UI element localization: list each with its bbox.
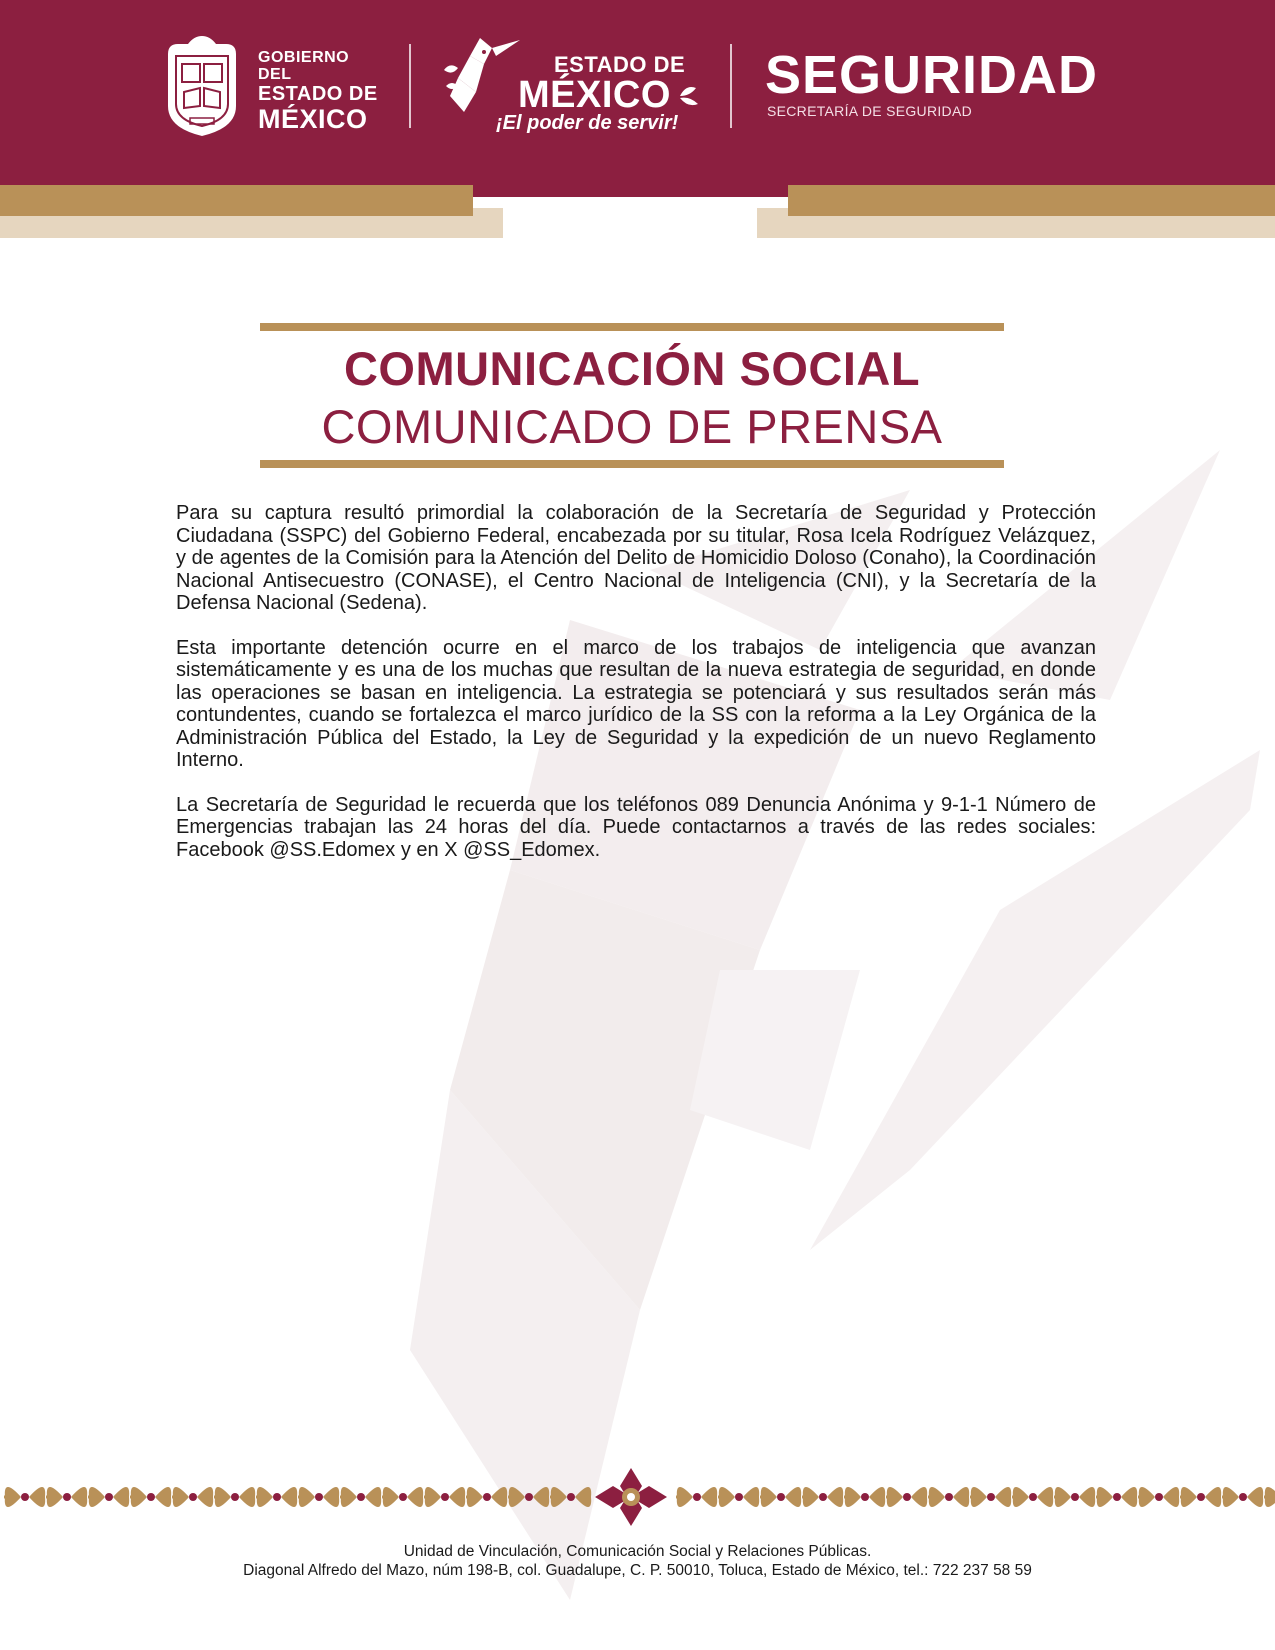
footer-line1: Unidad de Vinculación, Comunicación Social y Relaciones Públicas. bbox=[403, 1543, 872, 1560]
gobierno-logo-text bbox=[258, 50, 385, 133]
seguridad-logo bbox=[765, 45, 1105, 128]
ornament-dot bbox=[147, 1493, 155, 1501]
ornament-leaf bbox=[239, 1487, 255, 1507]
section-subtitle: COMUNICADO DE PRENSA bbox=[321, 400, 943, 453]
ornament-leaf bbox=[131, 1487, 147, 1507]
ornament-leaf bbox=[341, 1487, 357, 1507]
ornament-link bbox=[1264, 1496, 1267, 1499]
seguridad-subtitle: SECRETARÍA DE SEGURIDAD bbox=[767, 103, 973, 119]
ornament-leaf bbox=[1037, 1487, 1053, 1507]
ornament-leaf bbox=[845, 1487, 861, 1507]
paragraph: Esta importante detención ocurre en el marco de los trabajos de inteligencia que avanzan sistemáticamente y es una de los muchas que resultan de la nueva estrategia de seguridad, en donde las operaciones se basan en inteligencia. La estrategia se potenciará y sus resultados serán más contundentes, cuando se fortalezca el marco jurídico de la SS con la reforma a la Ley Orgánica de la Administración Pública del Estado, la Ley de Seguridad y la expedición de un nuevo Reglamento Interno. bbox=[176, 636, 1096, 771]
ornament-leaf bbox=[1205, 1487, 1221, 1507]
footer bbox=[0, 1542, 1275, 1580]
logo-divider-1 bbox=[409, 44, 411, 128]
ornament-leaf bbox=[47, 1487, 63, 1507]
ornament-dot bbox=[1239, 1493, 1247, 1501]
ornament-link bbox=[802, 1496, 805, 1499]
ornament-leaf bbox=[785, 1487, 801, 1507]
state-coat-of-arms-icon bbox=[160, 36, 244, 136]
ornament-dot bbox=[189, 1493, 197, 1501]
gobierno-line2: ESTADO DE bbox=[258, 82, 378, 105]
ornament-leaf bbox=[1079, 1487, 1095, 1507]
ornament-leaf bbox=[533, 1487, 549, 1507]
ornament-leaf bbox=[425, 1487, 441, 1507]
ornament-dot bbox=[693, 1493, 701, 1501]
ornament-dot bbox=[735, 1493, 743, 1501]
ornament-leaf bbox=[1163, 1487, 1179, 1507]
paragraph: Para su captura resultó primordial la colaboración de la Secretaría de Seguridad y Protección Ciudadana (SSPC) del Gobierno Federal, encabezada por su titular, Rosa Icela Rodríguez Velázquez, y de agentes de la Comisión para la Atención del Delito de Homicidio Doloso (Conaho), la Coordinación Nacional Antisecuestro (CONASE), el Centro Nacional de Inteligencia (CNI), y la Secretaría de la Defensa Nacional (Sedena). bbox=[176, 502, 1096, 614]
ornament-dot bbox=[1029, 1493, 1037, 1501]
ornament-leaf bbox=[911, 1487, 927, 1507]
ornament-dot bbox=[231, 1493, 239, 1501]
ornament-link bbox=[550, 1496, 553, 1499]
ornament-leaf bbox=[155, 1487, 171, 1507]
ornament-leaf bbox=[215, 1487, 231, 1507]
ornament-leaf bbox=[407, 1487, 423, 1507]
ornament-link bbox=[1096, 1496, 1099, 1499]
ornament-leaf bbox=[323, 1487, 339, 1507]
ornament-link bbox=[1138, 1496, 1141, 1499]
ornament-dot bbox=[273, 1493, 281, 1501]
ornament-leaf bbox=[701, 1487, 717, 1507]
header-gold-bar-left-top bbox=[0, 185, 473, 216]
ornament-leaf bbox=[887, 1487, 903, 1507]
press-release-body bbox=[176, 502, 1096, 883]
ornament-leaf bbox=[257, 1487, 273, 1507]
title-rule-bottom bbox=[260, 460, 1004, 468]
ornament-leaf bbox=[1181, 1487, 1197, 1507]
ornament-dot bbox=[357, 1493, 365, 1501]
ornament-leaf bbox=[383, 1487, 399, 1507]
ornament-link bbox=[298, 1496, 301, 1499]
ornament-dot bbox=[861, 1493, 869, 1501]
ornament-leaf bbox=[491, 1487, 507, 1507]
ornament-link bbox=[1054, 1496, 1057, 1499]
ornament-link bbox=[1222, 1496, 1225, 1499]
ornament-dot bbox=[21, 1493, 29, 1501]
ornament-link bbox=[88, 1496, 91, 1499]
ornament-dot bbox=[441, 1493, 449, 1501]
ornament-leaf bbox=[827, 1487, 843, 1507]
ornament-leaf bbox=[929, 1487, 945, 1507]
ornament-leaf bbox=[509, 1487, 525, 1507]
ornament-link bbox=[340, 1496, 343, 1499]
ornament-link bbox=[130, 1496, 133, 1499]
ornament-dot bbox=[903, 1493, 911, 1501]
ornament-leaf bbox=[365, 1487, 381, 1507]
ornament-link bbox=[676, 1496, 679, 1499]
ornament-link bbox=[718, 1496, 721, 1499]
ornament-leaf bbox=[995, 1487, 1011, 1507]
ornament-link bbox=[1012, 1496, 1015, 1499]
ornament-link bbox=[1180, 1496, 1183, 1499]
ornament-link bbox=[214, 1496, 217, 1499]
decorative-border bbox=[0, 1462, 1275, 1532]
ornament-link bbox=[4, 1496, 7, 1499]
seguridad-title: SEGURIDAD bbox=[765, 45, 1099, 105]
ornament-dot bbox=[63, 1493, 71, 1501]
ornament-link bbox=[760, 1496, 763, 1499]
ornament-leaf bbox=[1055, 1487, 1071, 1507]
section-title: COMUNICACIÓN SOCIAL bbox=[343, 342, 921, 395]
edomex-line1: ESTADO DE bbox=[554, 52, 686, 77]
ornament-leaf bbox=[1013, 1487, 1029, 1507]
ornament-link bbox=[46, 1496, 49, 1499]
leaf-icon bbox=[676, 80, 708, 112]
ornament-leaf bbox=[71, 1487, 87, 1507]
ornament-leaf bbox=[113, 1487, 129, 1507]
ornament-leaf bbox=[677, 1487, 693, 1507]
ornament-link bbox=[928, 1496, 931, 1499]
ornament-dot bbox=[945, 1493, 953, 1501]
ornament-leaf bbox=[29, 1487, 45, 1507]
ornament-leaf bbox=[467, 1487, 483, 1507]
logo-divider-2 bbox=[730, 44, 732, 128]
ornament-leaf bbox=[89, 1487, 105, 1507]
ornament-leaf bbox=[1139, 1487, 1155, 1507]
ornament-dot bbox=[1071, 1493, 1079, 1501]
ornament-leaf bbox=[743, 1487, 759, 1507]
gobierno-line1: GOBIERNO DEL bbox=[258, 49, 350, 83]
hummingbird-icon bbox=[440, 34, 522, 116]
footer-line2: Diagonal Alfredo del Mazo, núm 198-B, col. Guadalupe, C. P. 50010, Toluca, Estado de México, tel.: 722 237 58 59 bbox=[243, 1562, 1032, 1579]
ornament-dot bbox=[819, 1493, 827, 1501]
ornament-dot bbox=[315, 1493, 323, 1501]
ornament-dot bbox=[777, 1493, 785, 1501]
ornament-link bbox=[886, 1496, 889, 1499]
ornament-link bbox=[844, 1496, 847, 1499]
ornament-leaf bbox=[1097, 1487, 1113, 1507]
center-flower-icon bbox=[595, 1468, 667, 1526]
title-rule-top bbox=[260, 323, 1004, 331]
edomex-logo bbox=[440, 30, 710, 140]
ornament-dot bbox=[525, 1493, 533, 1501]
ornament-leaf bbox=[197, 1487, 213, 1507]
ornament-dot bbox=[1197, 1493, 1205, 1501]
ornament-dot bbox=[105, 1493, 113, 1501]
ornament-leaf bbox=[449, 1487, 465, 1507]
header-gold-bar-right bbox=[788, 185, 1275, 216]
ornament-link bbox=[970, 1496, 973, 1499]
ornament-leaf bbox=[1247, 1487, 1263, 1507]
ornament-dot bbox=[483, 1493, 491, 1501]
ornament-leaf bbox=[575, 1487, 591, 1507]
ornament-leaf bbox=[761, 1487, 777, 1507]
ornament-dot bbox=[1155, 1493, 1163, 1501]
ornament-link bbox=[424, 1496, 427, 1499]
ornament-leaf bbox=[173, 1487, 189, 1507]
ornament-leaf bbox=[869, 1487, 885, 1507]
ornament-leaf bbox=[719, 1487, 735, 1507]
ornament-leaf bbox=[5, 1487, 21, 1507]
ornament-dot bbox=[399, 1493, 407, 1501]
ornament-leaf bbox=[803, 1487, 819, 1507]
ornament-leaf bbox=[281, 1487, 297, 1507]
edomex-line2: MÉXICO bbox=[518, 74, 671, 116]
ornament-dot bbox=[1113, 1493, 1121, 1501]
ornament-leaf bbox=[1223, 1487, 1239, 1507]
ornament-dot bbox=[987, 1493, 995, 1501]
ornament-link bbox=[466, 1496, 469, 1499]
ornament-leaf bbox=[1121, 1487, 1137, 1507]
ornament-leaf bbox=[299, 1487, 315, 1507]
gobierno-line3: MÉXICO bbox=[258, 103, 368, 134]
ornament-leaf bbox=[971, 1487, 987, 1507]
ornament-link bbox=[508, 1496, 511, 1499]
ornament-link bbox=[382, 1496, 385, 1499]
ornament-link bbox=[256, 1496, 259, 1499]
ornament-link bbox=[172, 1496, 175, 1499]
edomex-slogan: ¡El poder de servir! bbox=[496, 112, 679, 134]
ornament-leaf bbox=[551, 1487, 567, 1507]
ornament-leaf bbox=[953, 1487, 969, 1507]
paragraph: La Secretaría de Seguridad le recuerda que los teléfonos 089 Denuncia Anónima y 9-1-1 Número de Emergencias trabajan las 24 horas del día. Puede contactarnos a través de las redes sociales: Facebook @SS.Edomex y en X @SS_Edomex. bbox=[176, 793, 1096, 861]
gobierno-logo bbox=[160, 36, 385, 136]
ornament-dot bbox=[567, 1493, 575, 1501]
